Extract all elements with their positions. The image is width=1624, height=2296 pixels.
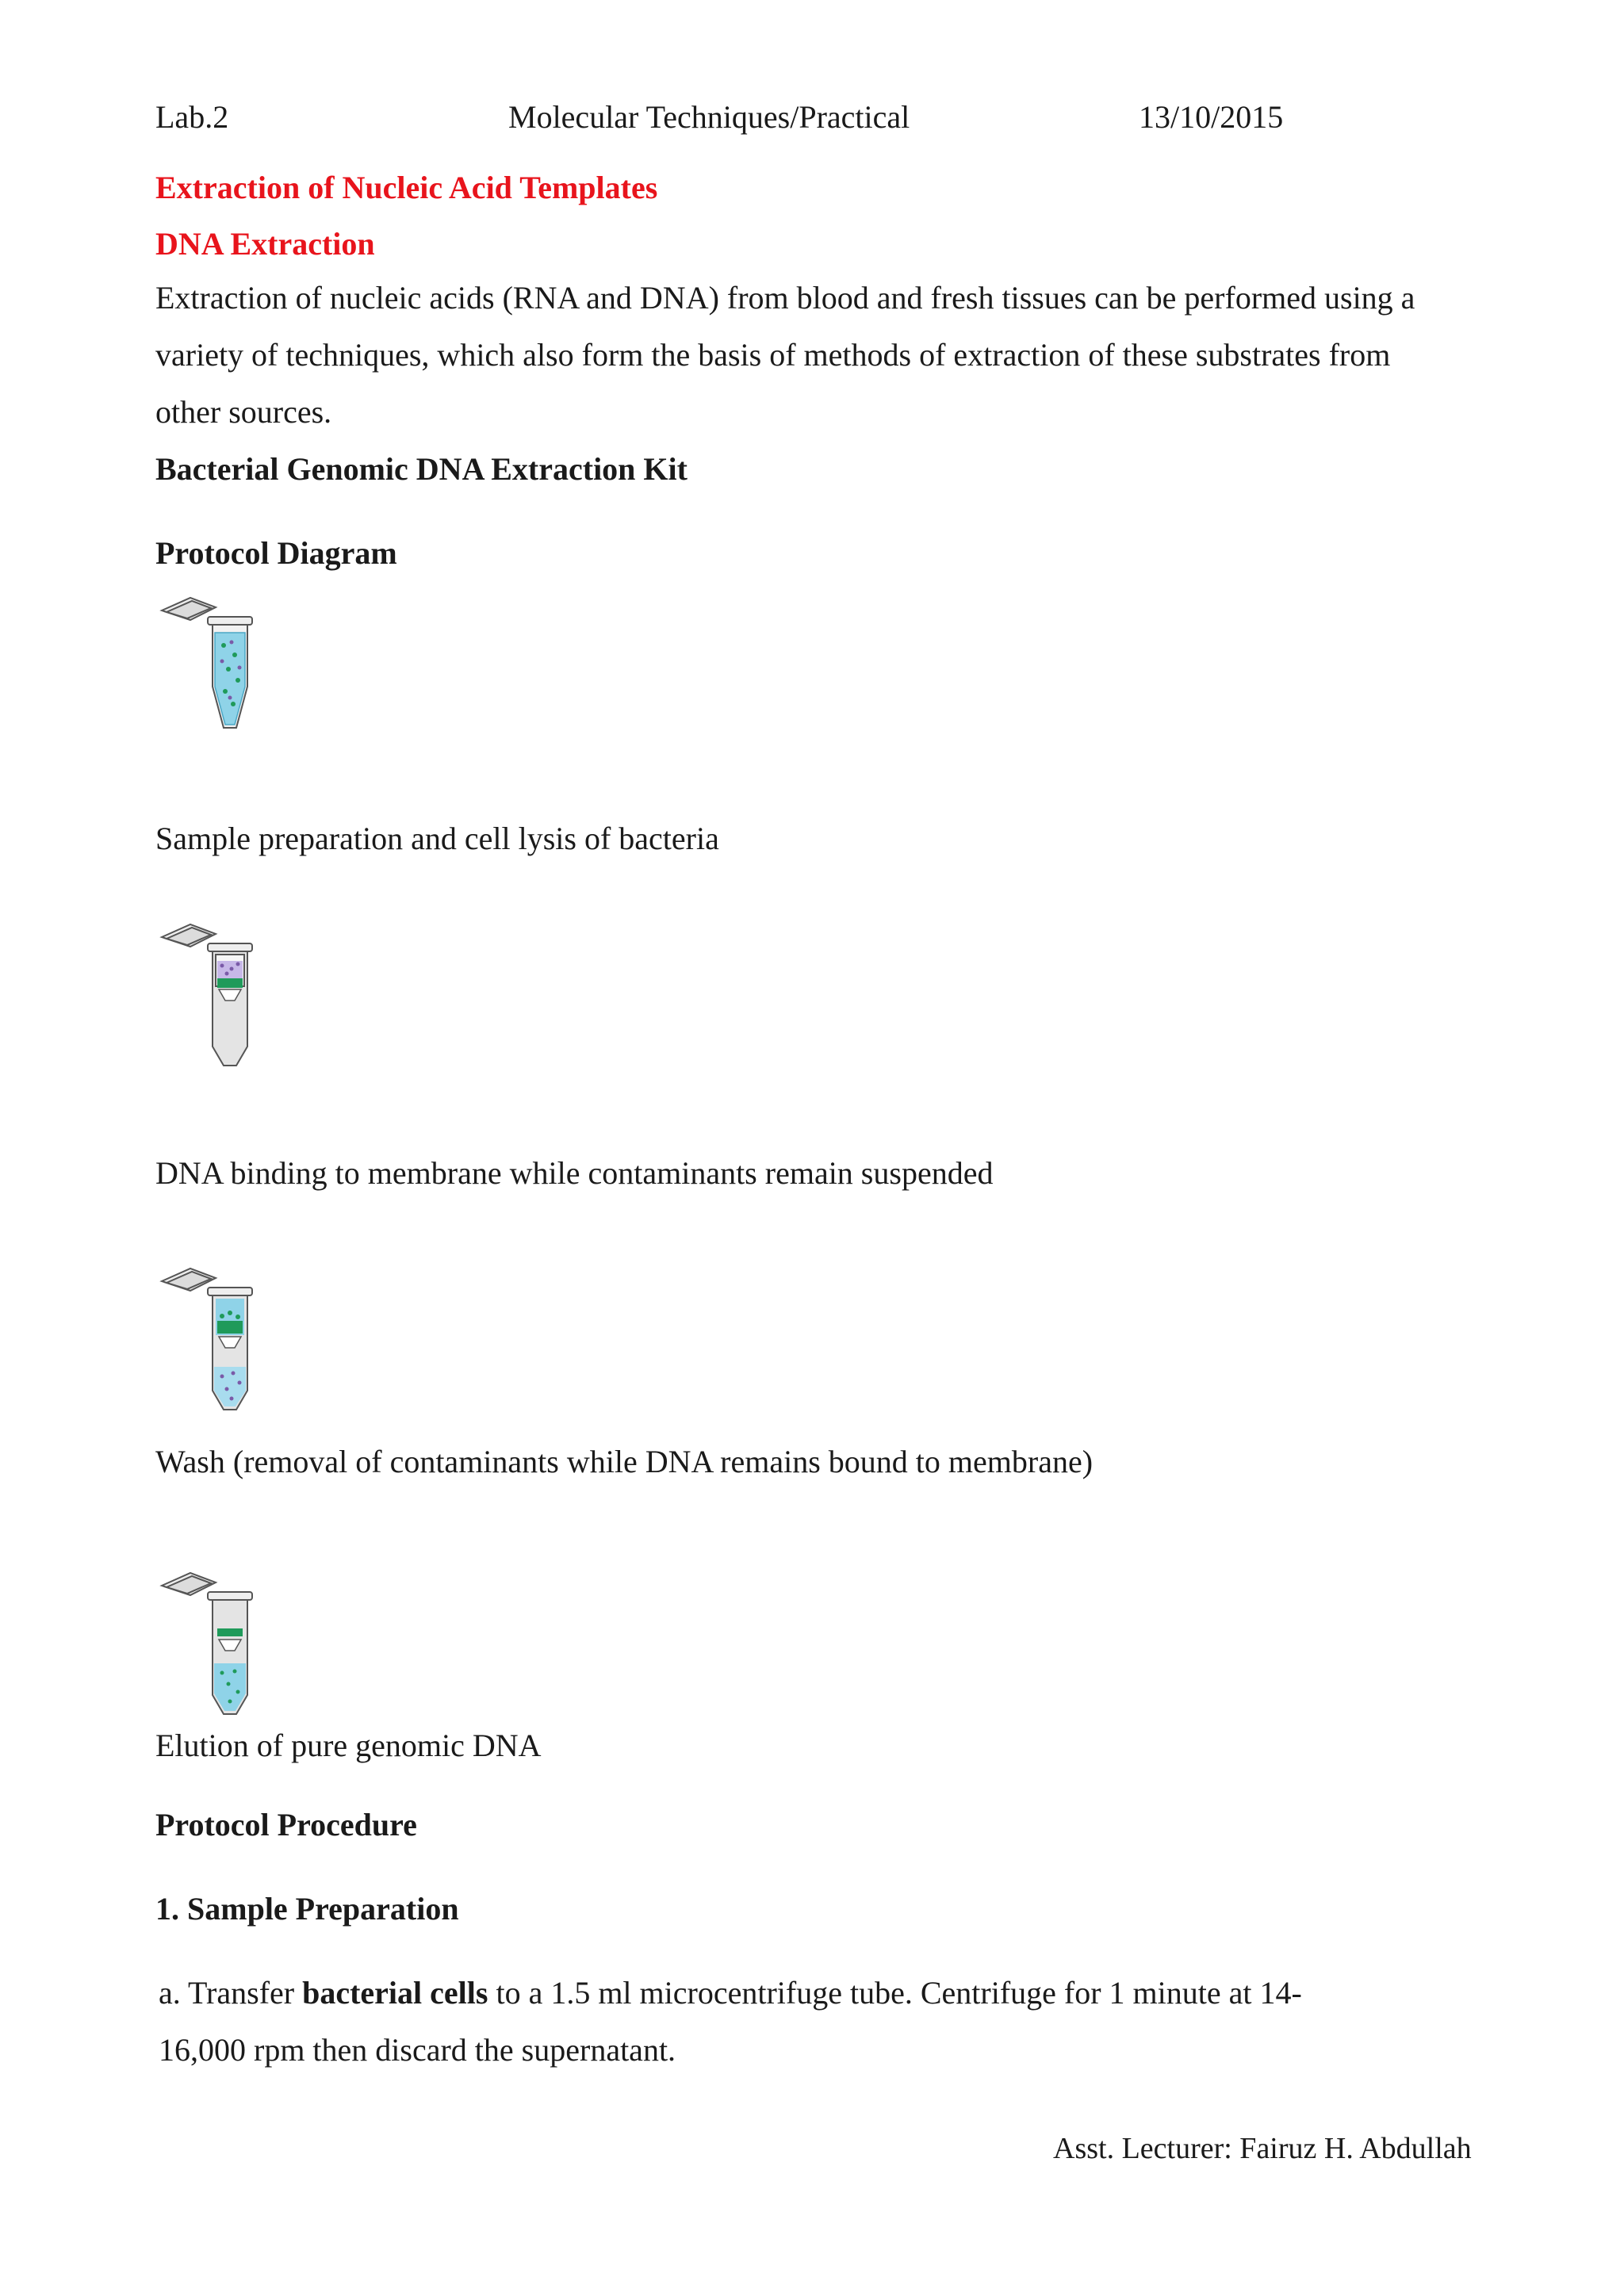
step-a-prefix: a. Transfer — [159, 1975, 303, 2011]
step-a-bold: bacterial cells — [302, 1975, 488, 2011]
elution-tube-icon — [155, 1568, 266, 1719]
step-a-suffix: to a 1.5 ml microcentrifuge tube. Centrifuge for 1 minute at 14- — [488, 1975, 1302, 2011]
step-caption-1: Sample preparation and cell lysis of bacteria — [155, 821, 719, 856]
procedure-heading: Protocol Procedure — [155, 1807, 417, 1843]
wash-tube-icon — [155, 1264, 266, 1414]
step-caption-3: Wash (removal of contaminants while DNA remains bound to membrane) — [155, 1444, 1094, 1479]
header-date: 13/10/2015 — [1139, 99, 1284, 135]
intro-line-1: Extraction of nucleic acids (RNA and DNA) from blood and fresh tissues can be performed using a — [155, 280, 1415, 316]
diagram-heading: Protocol Diagram — [155, 535, 397, 571]
footer-lecturer: Asst. Lecturer: Fairuz H. Abdullah — [1053, 2132, 1472, 2165]
header-course: Molecular Techniques/Practical — [508, 99, 910, 135]
lysis-tube-icon — [155, 593, 266, 744]
intro-line-3: other sources. — [155, 394, 332, 430]
step-caption-2: DNA binding to membrane while contaminants remain suspended — [155, 1155, 994, 1191]
section-title: DNA Extraction — [155, 226, 375, 262]
step-a-line-1 — [159, 1965, 1302, 2022]
intro-line-2: variety of techniques, which also form the basis of methods of extraction of these substrates from — [155, 337, 1391, 373]
page-title: Extraction of Nucleic Acid Templates — [155, 170, 658, 205]
step-caption-4: Elution of pure genomic DNA — [155, 1728, 542, 1763]
step-a-line-2: 16,000 rpm then discard the supernatant. — [159, 2032, 676, 2068]
header-lab: Lab.2 — [155, 99, 229, 135]
kit-heading: Bacterial Genomic DNA Extraction Kit — [155, 451, 688, 487]
binding-tube-icon — [155, 920, 266, 1070]
sample-prep-heading: 1. Sample Preparation — [155, 1891, 459, 1927]
